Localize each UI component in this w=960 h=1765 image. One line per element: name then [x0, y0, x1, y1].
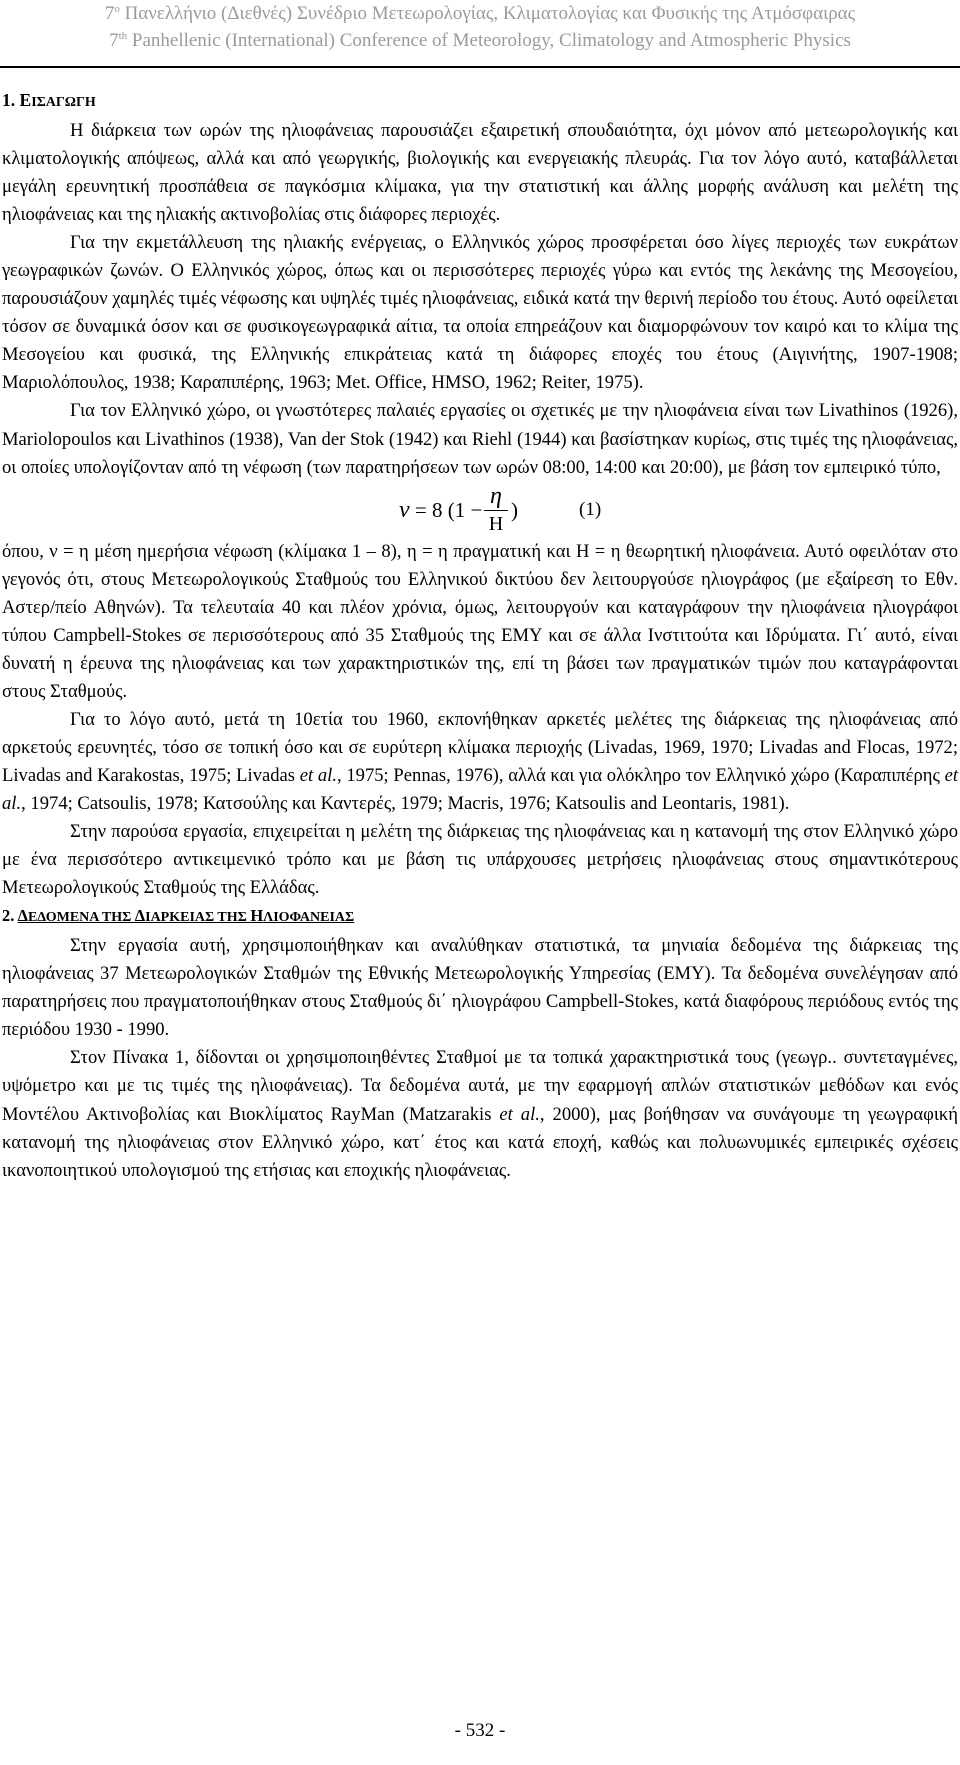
equation-number: (1)	[579, 498, 602, 520]
paper-body	[2, 86, 958, 1185]
paragraph: όπου, ν = η μέση ημερήσια νέφωση (κλίμακα 1 – 8), η = η πραγματική και Η = η θεωρητική ηλιοφάνεια. Αυτό οφειλόταν στο γεγονός ότι, στους Μετεωρολογικούς Σταθμούς του Ελληνικού δικτύου δεν λειτουργούσε ηλιογράφος (με εξαίρεση το Εθν. Αστερ/πείο Αθηνών). Τα τελευταία 40 και πλέον χρόνια, όμως, λειτουργούν και καταγράφουν την ηλιοφάνεια ηλιογράφοι τύπου Campbell-Stokes σε περισσότερους από 35 Σταθμούς της ΕΜΥ και σε άλλα Ινστιτούτα και Ιδρύματα. Γι΄ αυτό, είναι δυνατή η έρευνα της ηλιοφάνειας και των χαρακτηριστικών της, επί τη βάσει των πραγματικών τιμών που καταγράφονται στους Σταθμούς.	[2, 540, 958, 702]
conference-title-english: 7th Panhellenic (International) Conference of Meteorology, Climatology and Atmospheric Physics	[109, 30, 851, 51]
conference-header	[0, 0, 960, 54]
paragraph: Η διάρκεια των ωρών της ηλιοφάνειας παρουσιάζει εξαιρετική σπουδαιότητα, όχι μόνον από μετεωρολογικής και κλιματολογικής απόψεως, αλλά και από γεωργικής, βιολογικής και ενεργειακής πλευράς. Για τον λόγο αυτό, καταβάλλεται μεγάλη ερευνητική προσπάθεια σε παγκόσμια κλίμακα, για την στατιστική και άλλης μορφής ανάλυση και μελέτη της ηλιοφάνειας και της ηλιακής ακτινοβολίας στις διάφορες περιοχές.	[2, 120, 958, 226]
paragraph: Για το λόγο αυτό, μετά τη 10ετία του 1960, εκπονήθηκαν αρκετές μελέτες της διάρκειας της ηλιοφάνειας από αρκετούς ερευνητές, τόσο σε τοπική όσο και σε ευρύτερη κλίμακα περιοχής (Livadas, 1969, 1970; Livadas and Flocas, 1972; Livadas and Karakostas, 1975; Livadas et al., 1975; Pennas, 1976), αλλά και για ολόκληρο τον Ελληνικό χώρο (Καραπιπέρης et al., 1974; Catsoulis, 1978; Κατσούλης και Καντερές, 1979; Macris, 1976; Katsoulis and Leontaris, 1981).	[2, 708, 958, 815]
equation-denominator: Η	[488, 512, 504, 535]
paragraph: Για τον Ελληνικό χώρο, οι γνωστότερες παλαιές εργασίες οι σχετικές με την ηλιοφάνεια είναι των Livathinos (1926), Mariolopoulos και Livathinos (1938), Van der Stok (1942) και Riehl (1944) και βασίστηκαν κυρίως, στις τιμές της ηλιοφάνειας, οι οποίες υπολογίζονταν από τη νέφωση (των παρατηρήσεων των ωρών 08:00, 14:00 και 20:00), με βάση τον εμπειρικό τύπο,	[2, 400, 958, 478]
equation-fraction	[483, 482, 509, 537]
paragraph: Στην εργασία αυτή, χρησιμοποιήθηκαν και αναλύθηκαν στατιστικά, τα μηνιαία δεδομένα της διάρκειας της ηλιοφάνειας 37 Μετεωρολογικών Σταθμών της Εθνικής Μετεωρολογικής Υπηρεσίας (ΕΜΥ). Τα δεδομένα συνελέγησαν από παρατηρήσεις που πραγματοποιήθηκαν στους Σταθμούς δι΄ ηλιογράφου Campbell-Stokes, κατά διαφόρους περιόδους εντός της περιόδου 1930 - 1990.	[2, 935, 958, 1041]
equation-1	[2, 482, 958, 538]
paragraph: Στον Πίνακα 1, δίδονται οι χρησιμοποιηθέντες Σταθμοί με τα τοπικά χαρακτηριστικά τους (γεωγρ.. συντεταγμένες, υψόμετρο και με τις τιμές της ηλιοφάνειας). Τα δεδομένα αυτά, με την εφαρμογή απλών στατιστικών μεθόδων και ενός Μοντέλου Ακτινοβολίας και Βιοκλίματος RayMan (Matzarakis et al., 2000), μας βοήθησαν να συνάγουμε τη γεωγραφική κατανομή της ηλιοφάνειας στον Ελληνικό χώρο, κατ΄ έτος και κατά εποχή, καθώς και πολυωνυμικές εμπειρικές σχέσεις ικανοποιητικού υπολογισμού της ετήσιας και εποχικής ηλιοφάνειας.	[2, 1047, 958, 1181]
conference-title-greek: $7^o$ Πανελλήνιο (Διεθνές) Συνέδριο Μετεωρολογίας, Κλιματολογίας και Φυσικής της Ατμόσφαιρας	[104, 3, 856, 24]
paragraph: Για την εκμετάλλευση της ηλιακής ενέργειας, ο Ελληνικός χώρος προσφέρεται όσο λίγες περιοχές των ευκράτων γεωγραφικών ζωνών. Ο Ελληνικός χώρος, όπως και οι περισσότερες περιοχές γύρω και εντός της λεκάνης της Μεσογείου, παρουσιάζουν χαμηλές τιμές νέφωσης και υψηλές τιμές ηλιοφάνειας, ειδικά κατά την θερινή περίοδο του έτους. Αυτό οφείλεται τόσον σε δυναμικά όσον και σε φυσικογεωγραφικά αίτια, τα οποία επηρεάζουν και διαμορφώνουν τον καιρό και το κλίμα της Μεσογείου και φυσικά, της Ελληνικής επικράτειας κατά τη διάφορες εποχές του έτους (Αιγινήτης, 1907-1908; Μαριολόπουλος, 1938; Καραπιπέρης, 1963; Met. Office, HMSO, 1962; Reiter, 1975).	[2, 232, 958, 394]
paragraph: Στην παρούσα εργασία, επιχειρείται η μελέτη της διάρκειας της ηλιοφάνειας και η κατανομή της στον Ελληνικό χώρο με ένα περισσότερο αντικειμενικό τρόπο και με βάση τις υπάρχουσες μετρήσεις ηλιοφάνειας στους σημαντικότερους Μετεωρολογικούς Σταθμούς της Ελλάδας.	[2, 821, 958, 899]
page-number: - 532 -	[454, 1720, 506, 1741]
equation-close: )	[511, 497, 518, 522]
section-1-heading: 1. ΕΙΣΑΓΩΓΗ	[2, 90, 96, 110]
equation-numerator: η	[490, 482, 502, 509]
section-2-heading: 2. ΔΕΔΟΜΕΝΑ ΤΗΣ ΔΙΑΡΚΕΙΑΣ ΤΗΣ ΗΛΙΟΦΑΝΕΙΑΣ	[2, 906, 355, 926]
equation-lhs: ν = 8 (1 −	[399, 496, 483, 523]
header-divider	[0, 66, 960, 68]
